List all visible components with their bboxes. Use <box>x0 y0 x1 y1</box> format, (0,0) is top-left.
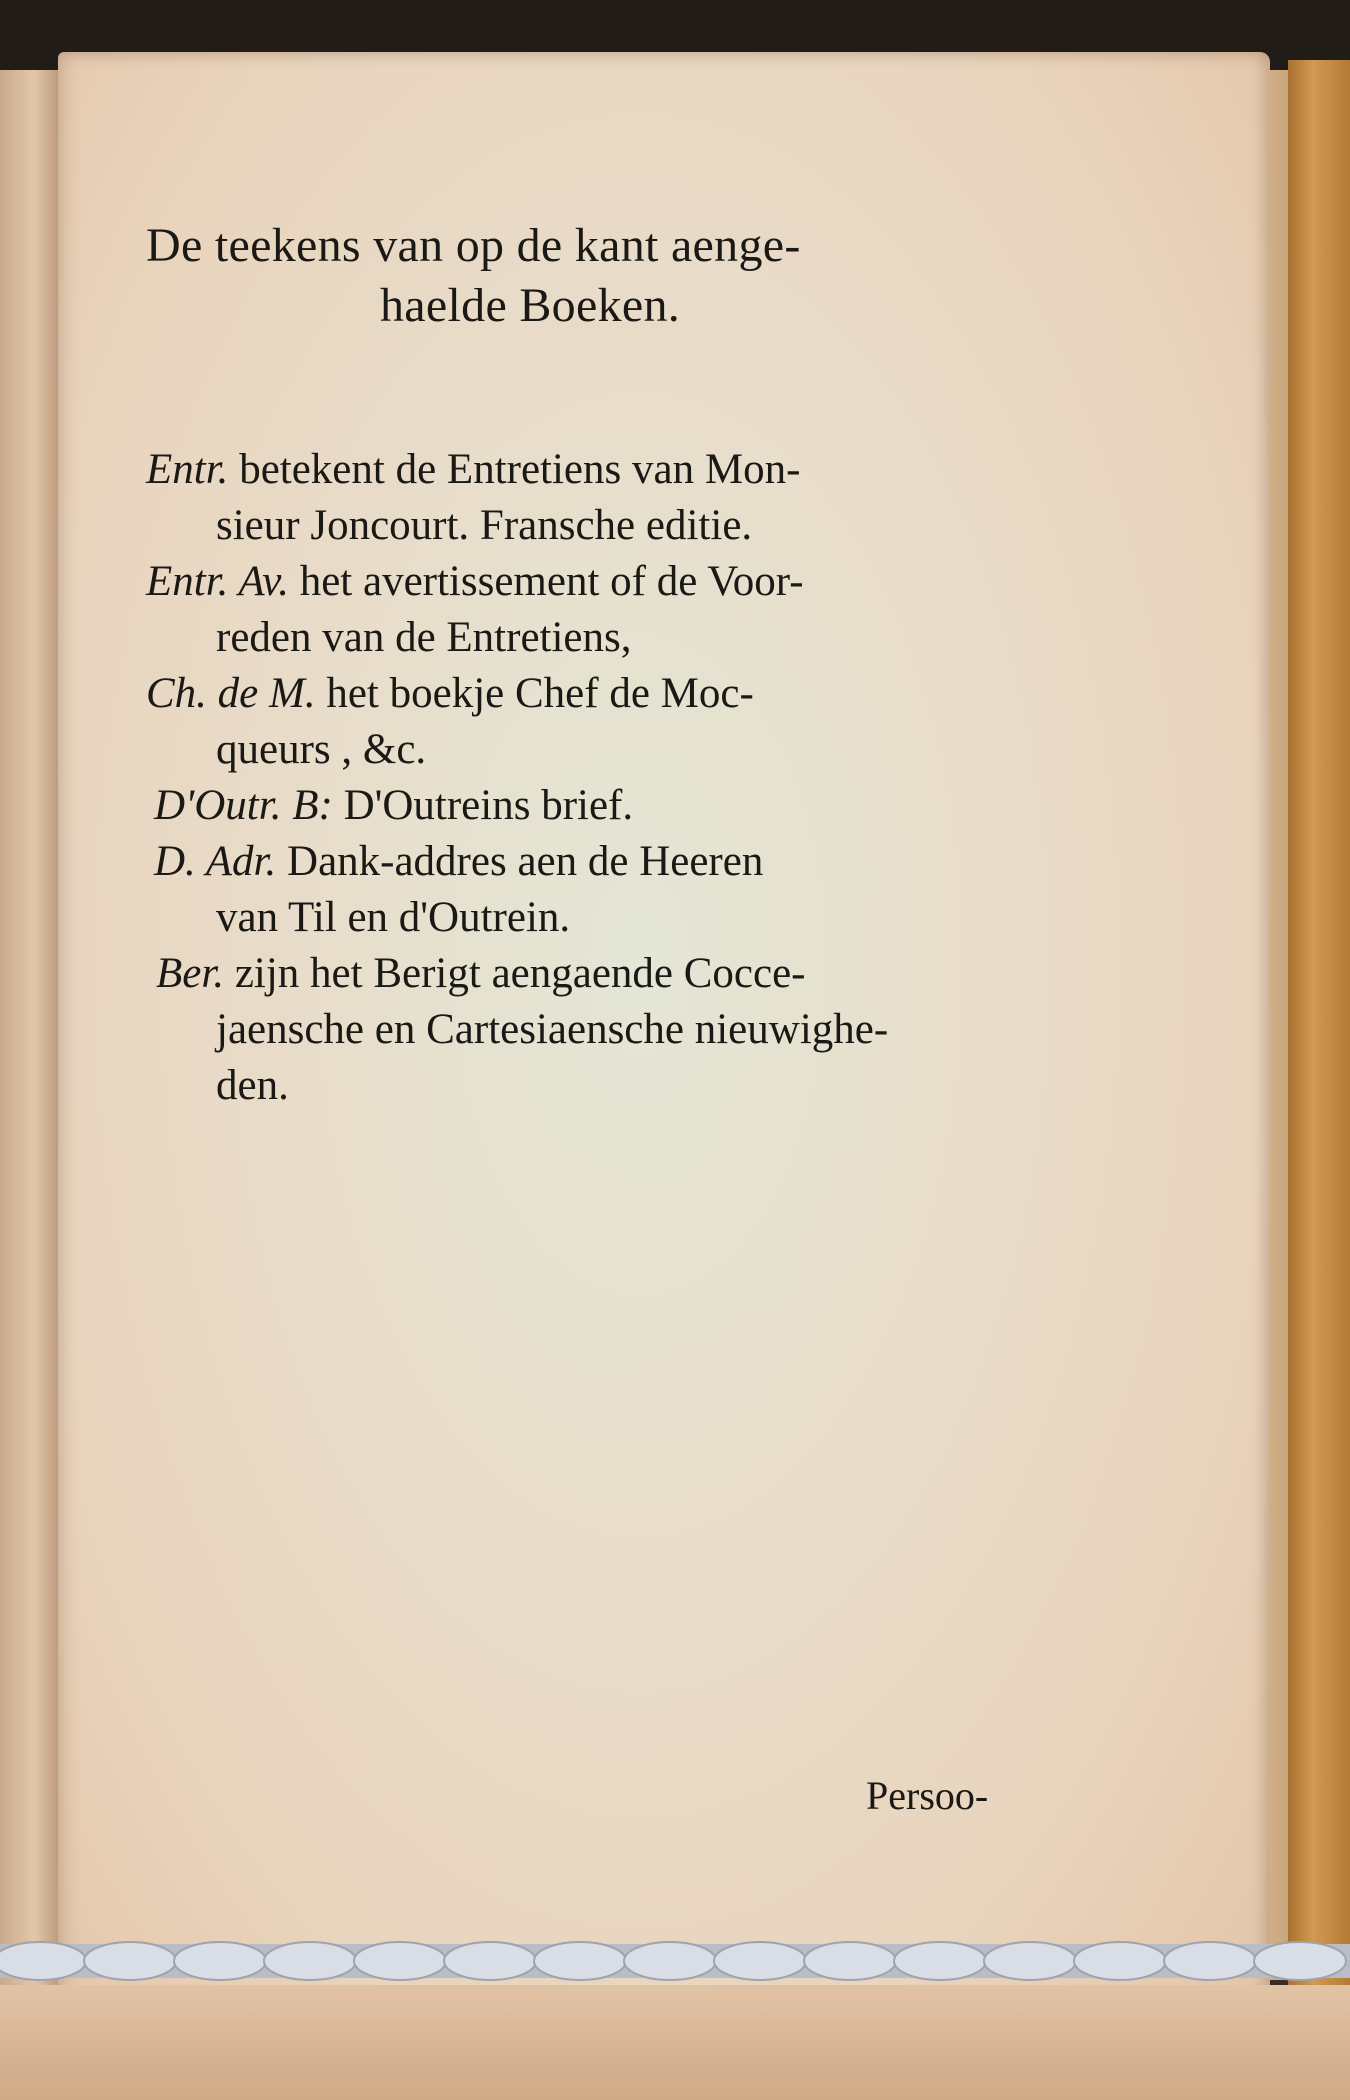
entry-continuation: reden van de Entretiens, <box>216 614 632 661</box>
catchword: Persoo- <box>866 1773 989 1818</box>
entry-abbreviation: Entr. <box>146 446 229 493</box>
entry-text: Dank-addres aen de Heeren <box>287 838 764 885</box>
entry-continuation: van Til en d'Outrein. <box>216 894 571 941</box>
entry-abbreviation: Ber. <box>156 950 225 997</box>
left-facing-page-edge <box>0 70 62 2100</box>
entry-continuation: queurs , &c. <box>216 726 427 773</box>
entry-text: zijn het Berigt aengaende Cocce- <box>234 950 806 997</box>
entry-continuation: den. <box>216 1062 289 1109</box>
entry-entr-av <box>146 554 804 610</box>
entry-abbreviation: D. Adr. <box>154 838 277 885</box>
entry-text: betekent de Entretiens van Mon- <box>239 446 801 493</box>
book-cover-edge <box>1288 60 1350 2100</box>
entry-abbreviation: Entr. Av. <box>146 558 289 605</box>
entry-continuation: jaensche en Cartesiaensche nieuwighe- <box>216 1006 889 1053</box>
heading-line-1: De teekens van op de kant aenge- <box>146 219 801 272</box>
binding-stitching <box>0 1930 1350 1992</box>
entry-ch-de-m <box>146 666 754 722</box>
entry-text: het avertissement of de Voor- <box>299 558 804 605</box>
entry-abbreviation: Ch. de M. <box>146 670 316 717</box>
entry-entr <box>146 442 800 498</box>
lower-page-edge <box>0 1985 1350 2100</box>
page <box>58 52 1270 2082</box>
entry-ber <box>156 946 806 1002</box>
entry-text: het boekje Chef de Moc- <box>326 670 754 717</box>
entry-continuation: sieur Joncourt. Fransche editie. <box>216 502 753 549</box>
entry-abbreviation: D'Outr. B: <box>154 782 333 829</box>
entry-d-adr <box>154 834 763 890</box>
entry-d-outr-b <box>154 778 633 834</box>
heading-line-2: haelde Boeken. <box>380 279 681 332</box>
entry-text: D'Outreins brief. <box>343 782 634 829</box>
